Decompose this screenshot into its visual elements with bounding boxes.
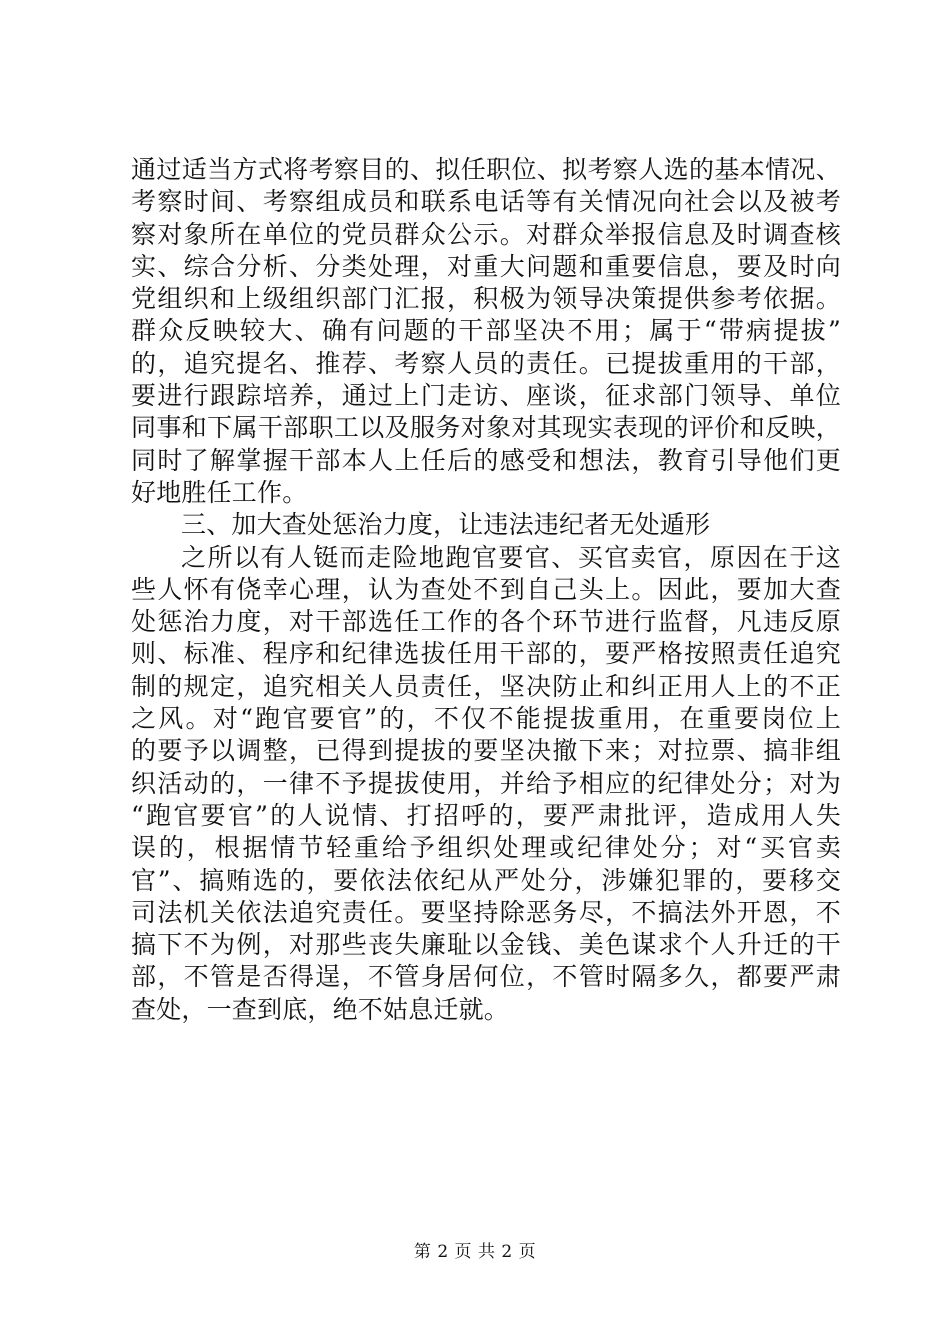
text-line: 司法机关依法追究责任。要坚持除恶务尽，不搞法外开恩，不 [131,897,841,927]
page-footer: 第 2 页 共 2 页 [413,1242,537,1262]
section-heading: 三、加大查处惩治力度，让违法违纪者无处遁形 [181,510,711,540]
paragraph-first-line: 之所以有人铤而走险地跑官要官、买官卖官，原因在于这 [181,542,841,572]
text-line: 则、标准、程序和纪律选拔任用干部的，要严格按照责任追究 [131,639,841,669]
text-line: 部，不管是否得逞，不管身居何位，不管时隔多久，都要严肃 [131,962,841,992]
text-line: 制的规定，追究相关人员责任，坚决防止和纠正用人上的不正 [131,671,841,701]
text-line: 织活动的，一律不予提拔使用，并给予相应的纪律处分；对为 [131,768,841,798]
text-line: 之风。对“跑官要官”的，不仅不能提拔重用，在重要岗位上 [131,704,841,734]
text-line: 好地胜任工作。 [131,477,308,507]
text-line: 同时了解掌握干部本人上任后的感受和想法，教育引导他们更 [131,445,841,475]
text-line: 党组织和上级组织部门汇报，积极为领导决策提供参考依据。 [131,284,841,314]
text-line: 同事和下属干部职工以及服务对象对其现实表现的评价和反映， [131,413,841,443]
text-line: 官”、搞贿选的，要依法依纪从严处分，涉嫌犯罪的，要移交 [131,865,841,895]
document-body [131,154,841,1026]
text-line: “跑官要官”的人说情、打招呼的，要严肃批评，造成用人失 [131,800,841,830]
text-line: 察对象所在单位的党员群众公示。对群众举报信息及时调查核 [131,219,841,249]
text-line: 考察时间、考察组成员和联系电话等有关情况向社会以及被考 [131,187,841,217]
text-line: 些人怀有侥幸心理，认为查处不到自己头上。因此，要加大查 [131,574,841,604]
text-line: 群众反映较大、确有问题的干部坚决不用；属于“带病提拔” [131,316,841,346]
text-line: 实、综合分析、分类处理，对重大问题和重要信息，要及时向 [131,251,841,281]
text-line: 的要予以调整，已得到提拔的要坚决撤下来；对拉票、搞非组 [131,736,841,766]
text-line: 的，追究提名、推荐、考察人员的责任。已提拔重用的干部， [131,348,841,378]
text-line: 误的，根据情节轻重给予组织处理或纪律处分；对“买官卖 [131,833,841,863]
text-line: 搞下不为例，对那些丧失廉耻以金钱、美色谋求个人升迁的干 [131,930,841,960]
text-line: 通过适当方式将考察目的、拟任职位、拟考察人选的基本情况、 [131,155,841,184]
text-line: 查处，一查到底，绝不姑息迁就。 [131,994,510,1024]
text-line: 处惩治力度，对干部选任工作的各个环节进行监督，凡违反原 [131,607,841,637]
text-line: 要进行跟踪培养，通过上门走访、座谈，征求部门领导、单位 [131,381,841,411]
